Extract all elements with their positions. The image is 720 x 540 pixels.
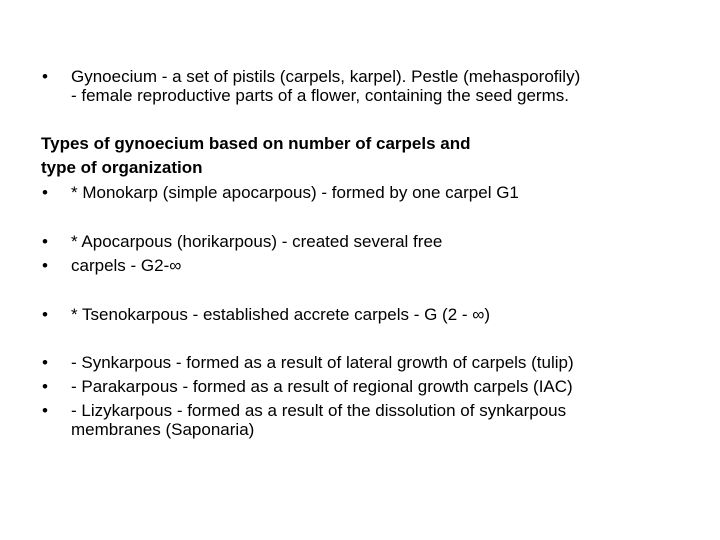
list-item-lizykarpous-continuation: membranes (Saponaria): [71, 420, 255, 439]
list-item-lizykarpous: - Lizykarpous - formed as a result of the dissolution of synkarpous: [71, 401, 567, 420]
section-heading-line-2: type of organization: [41, 158, 203, 177]
list-item-synkarpous: - Synkarpous - formed as a result of lateral growth of carpels (tulip): [71, 353, 574, 372]
intro-line-2: - female reproductive parts of a flower, containing the seed germs.: [71, 86, 569, 105]
list-item-apocarpous-carpels: carpels - G2-∞: [71, 256, 182, 275]
list-item-monokarp: * Monokarp (simple apocarpous) - formed by one carpel G1: [71, 183, 519, 202]
bullet-marker: •: [42, 232, 48, 251]
bullet-marker: •: [42, 256, 48, 275]
list-item-parakarpous: - Parakarpous - formed as a result of regional growth carpels (IAC): [71, 377, 573, 396]
list-item-apocarpous: * Apocarpous (horikarpous) - created several free: [71, 232, 443, 251]
section-heading-line-1: Types of gynoecium based on number of carpels and: [41, 134, 471, 153]
intro-line-1: Gynoecium - a set of pistils (carpels, karpel). Pestle (mehasporofily): [71, 67, 581, 86]
list-item-tsenokarpous: * Tsenokarpous - established accrete carpels - G (2 - ∞): [71, 305, 491, 324]
bullet-marker: •: [42, 305, 48, 324]
bullet-marker: •: [42, 377, 48, 396]
bullet-marker: •: [42, 183, 48, 202]
bullet-marker: •: [42, 67, 48, 86]
bullet-marker: •: [42, 353, 48, 372]
bullet-marker: •: [42, 401, 48, 420]
